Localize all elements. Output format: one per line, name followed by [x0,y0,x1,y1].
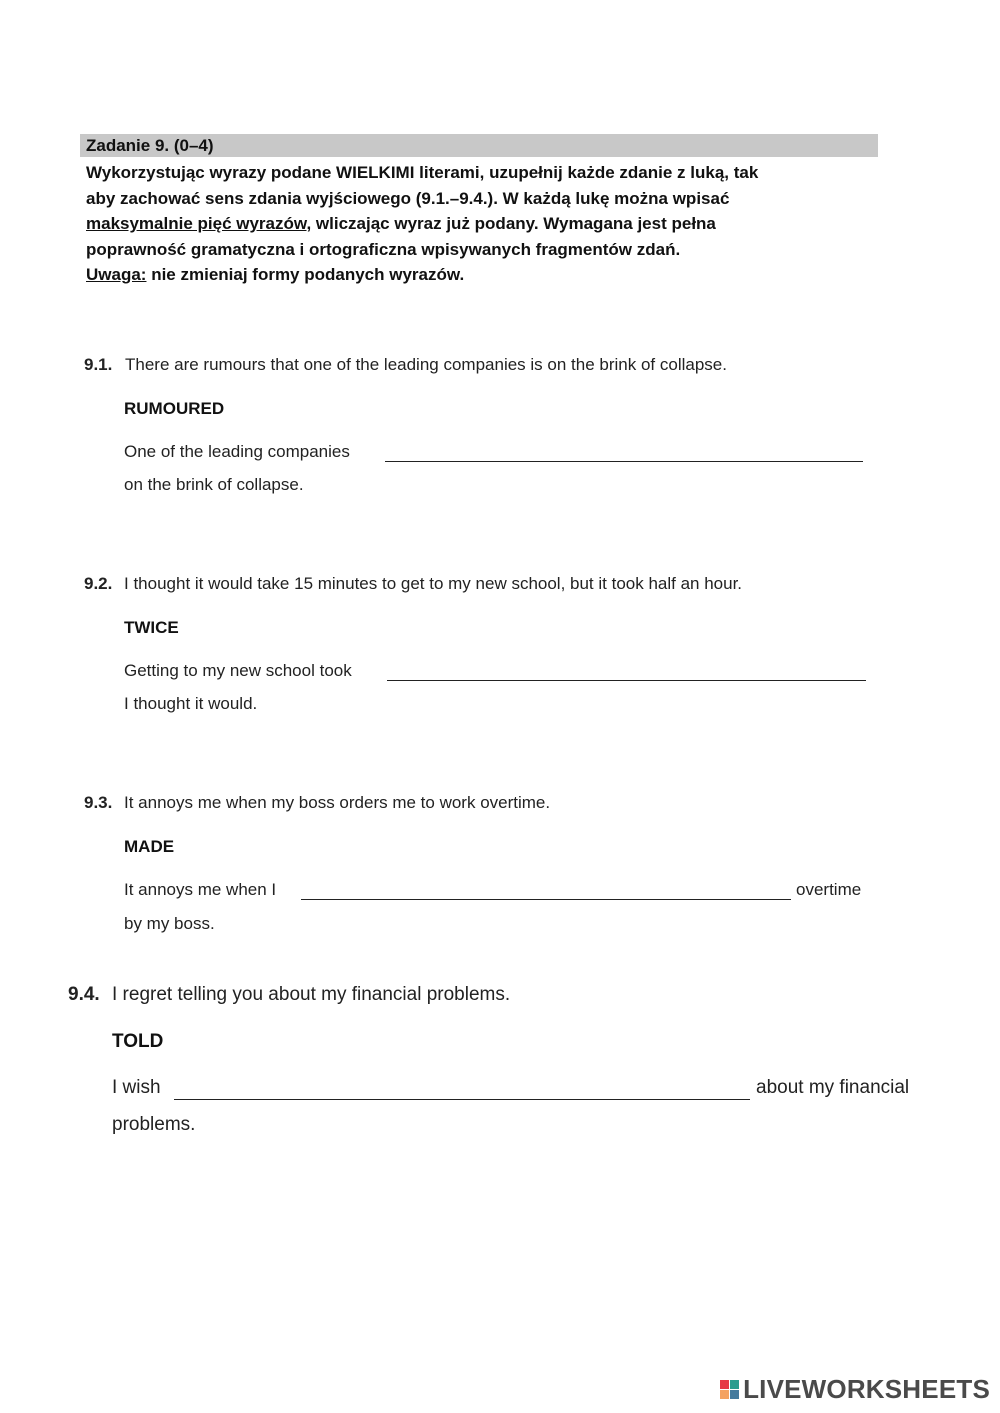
question-keyword: MADE [124,837,175,856]
answer-input-9-1[interactable] [385,441,863,462]
note-label: Uwaga: [86,265,147,284]
question-sentence: There are rumours that one of the leading companies is on the brink of collapse. [125,355,727,374]
gap-sentence-start: It annoys me when I [124,880,277,899]
gap-sentence-continuation: I thought it would. [124,694,258,713]
instruction-line-4: poprawność gramatyczna i ortograficzna wpisywanych fragmentów zdań. [86,239,681,259]
task-title: Zadanie 9. (0–4) [86,136,214,155]
gap-sentence-continuation: by my boss. [124,914,215,933]
question-keyword: TOLD [112,1031,164,1052]
instruction-line-2: aby zachować sens zdania wyjściowego (9.1.–9.4.). W każdą lukę można wpisać [86,188,730,208]
answer-input-9-3[interactable] [301,879,791,900]
liveworksheets-logo [720,1374,990,1405]
task-instructions [86,160,876,288]
gap-sentence-start: Getting to my new school took [124,661,352,680]
logo-text: LIVEWORKSHEETS [743,1374,990,1404]
instruction-line-5 [86,262,876,288]
question-number: 9.3. [84,793,113,812]
instruction-line-3 [86,211,876,237]
answer-input-9-2[interactable] [387,660,866,681]
question-sentence: I regret telling you about my financial problems. [112,984,511,1005]
question-sentence: It annoys me when my boss orders me to work overtime. [124,793,551,812]
question-number: 9.1. [84,355,113,374]
gap-sentence-continuation: on the brink of collapse. [124,475,304,494]
instruction-line-1: Wykorzystując wyrazy podane WIELKIMI literami, uzupełnij każde zdanie z luką, tak [86,163,759,182]
question-keyword: RUMOURED [124,399,225,418]
question-keyword: TWICE [124,618,179,637]
question-sentence: I thought it would take 15 minutes to get to my new school, but it took half an hour. [124,574,743,593]
gap-sentence-continuation: problems. [112,1114,196,1135]
gap-sentence-end: about my financial [756,1077,910,1098]
answer-input-9-4[interactable] [174,1077,750,1100]
gap-sentence-start: One of the leading companies [124,442,350,461]
question-number: 9.2. [84,574,113,593]
logo-icon [720,1380,739,1399]
instruction-line-3-rest: , wliczając wyraz już podany. Wymagana jest pełna [306,214,716,233]
question-number: 9.4. [68,984,100,1005]
instruction-line-5-rest: nie zmieniaj formy podanych wyrazów. [146,265,465,284]
word-limit-note: maksymalnie pięć wyrazów [86,214,307,233]
gap-sentence-end: overtime [796,880,862,899]
gap-sentence-start: I wish [112,1077,161,1098]
